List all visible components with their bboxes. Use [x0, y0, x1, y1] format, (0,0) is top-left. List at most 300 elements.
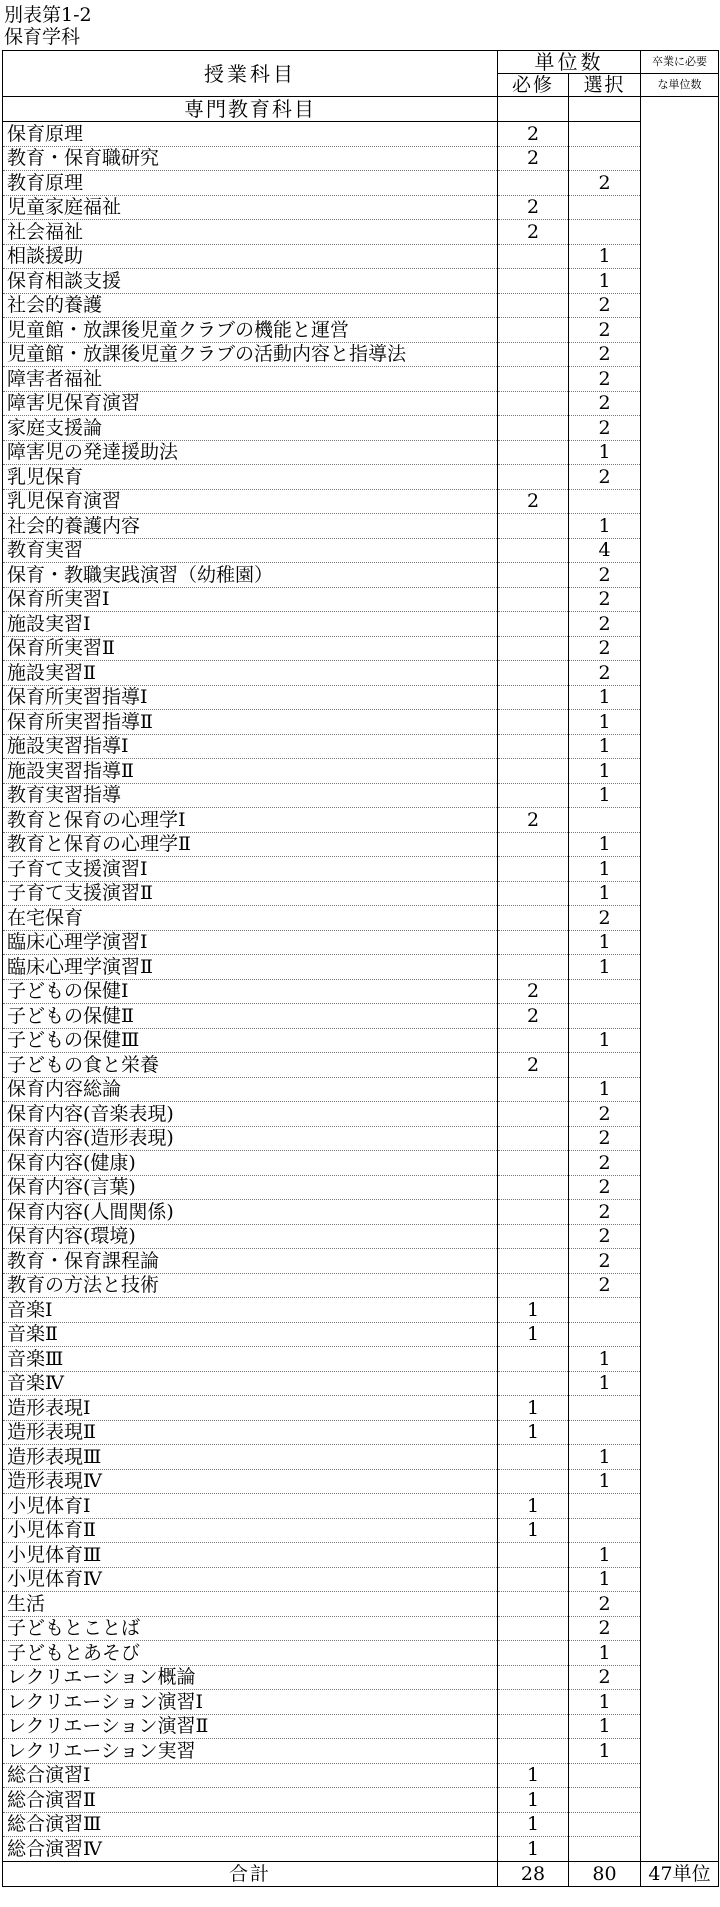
required-credits [498, 1665, 569, 1690]
subject-name: 児童家庭福祉 [3, 195, 498, 220]
table-row [3, 489, 719, 514]
subject-name: 社会福祉 [3, 220, 498, 245]
subject-name: 教育原理 [3, 171, 498, 196]
table-row [3, 1616, 719, 1641]
table-row [3, 1714, 719, 1739]
required-credits [498, 514, 569, 539]
required-credits [498, 293, 569, 318]
subject-name: 障害児の発達援助法 [3, 440, 498, 465]
elective-credits: 1 [569, 759, 641, 784]
subject-name: 子どもの保健Ⅱ [3, 1004, 498, 1029]
table-row [3, 857, 719, 882]
table-row [3, 1763, 719, 1788]
required-credits [498, 1151, 569, 1176]
elective-credits: 1 [569, 1445, 641, 1470]
required-credits [498, 391, 569, 416]
table-row [3, 1028, 719, 1053]
table-row [3, 514, 719, 539]
elective-credits: 2 [569, 1592, 641, 1617]
elective-credits: 1 [569, 1077, 641, 1102]
required-credits [498, 465, 569, 490]
elective-credits [569, 1298, 641, 1323]
table-row [3, 1347, 719, 1372]
table-row [3, 1249, 719, 1274]
subject-name: 子どもとことば [3, 1616, 498, 1641]
elective-credits [569, 220, 641, 245]
subject-name: 教育と保育の心理学Ⅱ [3, 832, 498, 857]
subject-name: レクリエーション実習 [3, 1739, 498, 1764]
subject-name: 総合演習Ⅱ [3, 1788, 498, 1813]
elective-credits [569, 146, 641, 171]
required-credits [498, 1028, 569, 1053]
required-credits: 2 [498, 808, 569, 833]
table-row [3, 1396, 719, 1421]
table-row [3, 906, 719, 931]
table-row [3, 612, 719, 637]
subject-name: 子どもの食と栄養 [3, 1053, 498, 1078]
table-row [3, 269, 719, 294]
table-row [3, 1077, 719, 1102]
elective-credits: 1 [569, 1371, 641, 1396]
subject-name: 教育実習 [3, 538, 498, 563]
elective-credits: 2 [569, 1175, 641, 1200]
elective-credits: 2 [569, 293, 641, 318]
table-row [3, 1126, 719, 1151]
required-credits: 2 [498, 489, 569, 514]
required-credits [498, 1469, 569, 1494]
required-credits [498, 416, 569, 441]
table-row [3, 293, 719, 318]
required-credits [498, 342, 569, 367]
elective-credits: 4 [569, 538, 641, 563]
elective-credits: 2 [569, 465, 641, 490]
subject-name: 家庭支援論 [3, 416, 498, 441]
elective-credits: 2 [569, 391, 641, 416]
elective-credits: 1 [569, 1567, 641, 1592]
subject-name: 音楽Ⅲ [3, 1347, 498, 1372]
required-credits [498, 563, 569, 588]
elective-credits: 2 [569, 1126, 641, 1151]
subject-name: 保育相談支援 [3, 269, 498, 294]
required-credits: 2 [498, 1053, 569, 1078]
table-row [3, 1322, 719, 1347]
required-credits [498, 1641, 569, 1666]
elective-credits [569, 1788, 641, 1813]
required-credits: 2 [498, 220, 569, 245]
subject-name: 総合演習Ⅰ [3, 1763, 498, 1788]
elective-credits: 1 [569, 1028, 641, 1053]
table-row [3, 1004, 719, 1029]
elective-credits: 2 [569, 171, 641, 196]
required-credits [498, 1739, 569, 1764]
subject-name: 小児体育Ⅳ [3, 1567, 498, 1592]
required-credits [498, 1249, 569, 1274]
required-credits [498, 1690, 569, 1715]
subject-name: レクリエーション演習Ⅰ [3, 1690, 498, 1715]
total-label: 合計 [3, 1861, 498, 1886]
subject-name: 音楽Ⅳ [3, 1371, 498, 1396]
table-row [3, 930, 719, 955]
table-row [3, 1690, 719, 1715]
elective-credits [569, 489, 641, 514]
required-credits: 2 [498, 195, 569, 220]
subject-name: 保育内容(健康) [3, 1151, 498, 1176]
subject-name: 総合演習Ⅲ [3, 1812, 498, 1837]
table-row [3, 1053, 719, 1078]
required-credits: 1 [498, 1837, 569, 1862]
table-row [3, 1175, 719, 1200]
subject-name: 小児体育Ⅲ [3, 1543, 498, 1568]
elective-credits [569, 1004, 641, 1029]
subject-name: 保育内容総論 [3, 1077, 498, 1102]
required-credits [498, 1592, 569, 1617]
subject-name: 教育・保育職研究 [3, 146, 498, 171]
table-row [3, 244, 719, 269]
elective-credits [569, 1053, 641, 1078]
elective-credits [569, 808, 641, 833]
required-credits: 2 [498, 122, 569, 147]
required-credits [498, 440, 569, 465]
total-elective: 80 [569, 1861, 641, 1886]
elective-credits: 2 [569, 906, 641, 931]
subject-name: 教育の方法と技術 [3, 1273, 498, 1298]
required-credits [498, 318, 569, 343]
table-row [3, 1273, 719, 1298]
table-row [3, 955, 719, 980]
header-subject: 授業科目 [3, 51, 498, 97]
elective-credits [569, 195, 641, 220]
elective-credits: 2 [569, 587, 641, 612]
subject-name: 施設実習Ⅰ [3, 612, 498, 637]
required-credits: 1 [498, 1518, 569, 1543]
total-required: 28 [498, 1861, 569, 1886]
elective-credits [569, 1322, 641, 1347]
table-row [3, 1543, 719, 1568]
subject-name: 子どもとあそび [3, 1641, 498, 1666]
elective-credits: 2 [569, 1273, 641, 1298]
department-name: 保育学科 [4, 26, 81, 48]
subject-name: 総合演習Ⅳ [3, 1837, 498, 1862]
elective-credits: 1 [569, 734, 641, 759]
graduation-column [641, 97, 719, 1862]
table-row [3, 342, 719, 367]
required-credits [498, 710, 569, 735]
total-graduation: 47単位 [641, 1861, 719, 1886]
elective-credits: 2 [569, 1224, 641, 1249]
table-row [3, 832, 719, 857]
table-row [3, 1641, 719, 1666]
required-credits [498, 612, 569, 637]
subject-name: 保育内容(環境) [3, 1224, 498, 1249]
elective-credits: 2 [569, 1151, 641, 1176]
table-row [3, 1420, 719, 1445]
subject-name: 保育内容(人間関係) [3, 1200, 498, 1225]
header-grad-line1: 卒業に必要 [641, 51, 719, 74]
required-credits [498, 1543, 569, 1568]
subject-name: 施設実習Ⅱ [3, 661, 498, 686]
table-reference: 別表第1-2 [4, 4, 92, 26]
subject-name: 小児体育Ⅰ [3, 1494, 498, 1519]
elective-credits [569, 1812, 641, 1837]
subject-name: 造形表現Ⅱ [3, 1420, 498, 1445]
required-credits [498, 244, 569, 269]
header-required: 必修 [498, 74, 569, 97]
elective-credits: 1 [569, 514, 641, 539]
required-credits [498, 832, 569, 857]
elective-credits: 1 [569, 269, 641, 294]
subject-name: 保育・教職実践演習（幼稚園） [3, 563, 498, 588]
required-credits: 1 [498, 1763, 569, 1788]
table-row [3, 759, 719, 784]
table-row [3, 318, 719, 343]
table-row [3, 171, 719, 196]
subject-name: 施設実習指導Ⅱ [3, 759, 498, 784]
table-row [3, 1298, 719, 1323]
table-row [3, 685, 719, 710]
header-elective: 選択 [569, 74, 641, 97]
subject-name: レクリエーション概論 [3, 1665, 498, 1690]
elective-credits: 1 [569, 685, 641, 710]
required-credits: 1 [498, 1788, 569, 1813]
elective-credits: 1 [569, 710, 641, 735]
required-credits [498, 685, 569, 710]
subject-name: 教育実習指導 [3, 783, 498, 808]
required-credits [498, 171, 569, 196]
subject-name: 生活 [3, 1592, 498, 1617]
required-credits: 2 [498, 1004, 569, 1029]
subject-name: 子育て支援演習Ⅰ [3, 857, 498, 882]
required-credits [498, 1347, 569, 1372]
required-credits: 2 [498, 979, 569, 1004]
elective-credits: 2 [569, 661, 641, 686]
elective-credits: 1 [569, 1347, 641, 1372]
elective-credits: 2 [569, 416, 641, 441]
required-credits [498, 857, 569, 882]
subject-name: 保育原理 [3, 122, 498, 147]
subject-name: 音楽Ⅰ [3, 1298, 498, 1323]
elective-credits [569, 1518, 641, 1543]
curriculum-table [2, 50, 719, 1887]
elective-credits: 1 [569, 832, 641, 857]
required-credits [498, 538, 569, 563]
subject-name: 障害児保育演習 [3, 391, 498, 416]
required-credits [498, 367, 569, 392]
subject-name: 相談援助 [3, 244, 498, 269]
table-row [3, 979, 719, 1004]
subject-name: 社会的養護内容 [3, 514, 498, 539]
required-credits [498, 636, 569, 661]
table-row [3, 1788, 719, 1813]
required-credits [498, 1616, 569, 1641]
elective-credits: 1 [569, 783, 641, 808]
subject-name: 施設実習指導Ⅰ [3, 734, 498, 759]
elective-credits [569, 1494, 641, 1519]
elective-credits [569, 1420, 641, 1445]
table-row [3, 1592, 719, 1617]
subject-name: 児童館・放課後児童クラブの活動内容と指導法 [3, 342, 498, 367]
section-empty-required [498, 97, 569, 122]
elective-credits [569, 1763, 641, 1788]
required-credits [498, 1175, 569, 1200]
table-row [3, 440, 719, 465]
header-grad-line2: な単位数 [641, 74, 719, 97]
required-credits: 2 [498, 146, 569, 171]
table-row [3, 710, 719, 735]
table-row [3, 1371, 719, 1396]
table-row [3, 1102, 719, 1127]
required-credits [498, 1371, 569, 1396]
table-row [3, 1151, 719, 1176]
required-credits: 1 [498, 1812, 569, 1837]
table-row [3, 416, 719, 441]
table-row [3, 1518, 719, 1543]
subject-name: 社会的養護 [3, 293, 498, 318]
elective-credits [569, 1837, 641, 1862]
elective-credits: 1 [569, 1641, 641, 1666]
required-credits: 1 [498, 1494, 569, 1519]
elective-credits: 2 [569, 342, 641, 367]
elective-credits: 2 [569, 318, 641, 343]
required-credits [498, 1126, 569, 1151]
required-credits [498, 783, 569, 808]
elective-credits [569, 122, 641, 147]
table-row [3, 1494, 719, 1519]
elective-credits: 1 [569, 955, 641, 980]
table-row [3, 1665, 719, 1690]
subject-name: 障害者福祉 [3, 367, 498, 392]
table-row [3, 1224, 719, 1249]
table-row [3, 1837, 719, 1862]
total-row [3, 1861, 719, 1886]
header-units: 単位数 [498, 51, 641, 74]
subject-name: 保育内容(音楽表現) [3, 1102, 498, 1127]
subject-name: 子育て支援演習Ⅱ [3, 881, 498, 906]
required-credits [498, 1224, 569, 1249]
table-row [3, 783, 719, 808]
table-row [3, 563, 719, 588]
subject-name: レクリエーション演習Ⅱ [3, 1714, 498, 1739]
subject-name: 乳児保育 [3, 465, 498, 490]
table-row [3, 1812, 719, 1837]
table-row [3, 808, 719, 833]
required-credits [498, 661, 569, 686]
subject-name: 児童館・放課後児童クラブの機能と運営 [3, 318, 498, 343]
elective-credits: 1 [569, 1469, 641, 1494]
table-row [3, 146, 719, 171]
required-credits [498, 955, 569, 980]
required-credits [498, 734, 569, 759]
table-row [3, 220, 719, 245]
table-row [3, 881, 719, 906]
subject-name: 子どもの保健Ⅲ [3, 1028, 498, 1053]
subject-name: 臨床心理学演習Ⅰ [3, 930, 498, 955]
subject-name: 保育所実習Ⅱ [3, 636, 498, 661]
table-body [3, 97, 719, 1862]
table-row [3, 587, 719, 612]
subject-name: 教育と保育の心理学Ⅰ [3, 808, 498, 833]
table-row [3, 1739, 719, 1764]
required-credits [498, 1102, 569, 1127]
elective-credits: 1 [569, 1739, 641, 1764]
subject-name: 子どもの保健Ⅰ [3, 979, 498, 1004]
elective-credits: 2 [569, 1616, 641, 1641]
required-credits [498, 269, 569, 294]
required-credits [498, 881, 569, 906]
table-row [3, 734, 719, 759]
required-credits [498, 906, 569, 931]
required-credits [498, 1273, 569, 1298]
required-credits [498, 1200, 569, 1225]
table-row [3, 1445, 719, 1470]
required-credits [498, 1445, 569, 1470]
elective-credits: 1 [569, 1543, 641, 1568]
subject-name: 乳児保育演習 [3, 489, 498, 514]
table-row [3, 1567, 719, 1592]
table-row [3, 195, 719, 220]
table-row [3, 636, 719, 661]
table-row [3, 538, 719, 563]
elective-credits [569, 979, 641, 1004]
required-credits: 1 [498, 1420, 569, 1445]
elective-credits: 2 [569, 1200, 641, 1225]
elective-credits: 1 [569, 857, 641, 882]
subject-name: 保育内容(言葉) [3, 1175, 498, 1200]
required-credits [498, 1714, 569, 1739]
elective-credits: 1 [569, 1714, 641, 1739]
required-credits: 1 [498, 1322, 569, 1347]
elective-credits [569, 1396, 641, 1421]
elective-credits: 2 [569, 367, 641, 392]
section-row [3, 97, 719, 122]
subject-name: 音楽Ⅱ [3, 1322, 498, 1347]
elective-credits: 2 [569, 636, 641, 661]
required-credits: 1 [498, 1396, 569, 1421]
elective-credits: 1 [569, 440, 641, 465]
elective-credits: 1 [569, 930, 641, 955]
subject-name: 保育所実習指導Ⅰ [3, 685, 498, 710]
table-row [3, 122, 719, 147]
section-label: 専門教育科目 [3, 97, 498, 122]
table-row [3, 367, 719, 392]
subject-name: 造形表現Ⅰ [3, 1396, 498, 1421]
subject-name: 保育所実習Ⅰ [3, 587, 498, 612]
subject-name: 在宅保育 [3, 906, 498, 931]
elective-credits: 2 [569, 563, 641, 588]
elective-credits: 2 [569, 612, 641, 637]
required-credits [498, 1077, 569, 1102]
elective-credits: 1 [569, 244, 641, 269]
subject-name: 造形表現Ⅲ [3, 1445, 498, 1470]
table-row [3, 661, 719, 686]
subject-name: 保育所実習指導Ⅱ [3, 710, 498, 735]
table-row [3, 1469, 719, 1494]
subject-name: 造形表現Ⅳ [3, 1469, 498, 1494]
elective-credits: 2 [569, 1102, 641, 1127]
elective-credits: 1 [569, 881, 641, 906]
section-empty-elective [569, 97, 641, 122]
subject-name: 臨床心理学演習Ⅱ [3, 955, 498, 980]
table-row [3, 391, 719, 416]
subject-name: 教育・保育課程論 [3, 1249, 498, 1274]
table-row [3, 1200, 719, 1225]
required-credits: 1 [498, 1298, 569, 1323]
table-row [3, 465, 719, 490]
required-credits [498, 759, 569, 784]
subject-name: 小児体育Ⅱ [3, 1518, 498, 1543]
elective-credits: 1 [569, 1690, 641, 1715]
required-credits [498, 930, 569, 955]
subject-name: 保育内容(造形表現) [3, 1126, 498, 1151]
